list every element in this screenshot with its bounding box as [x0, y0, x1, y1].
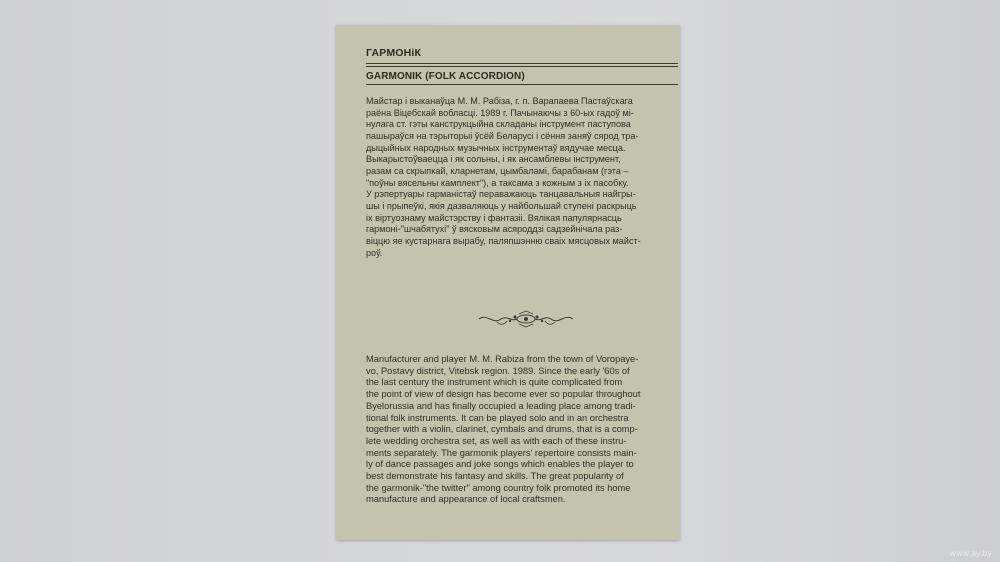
scroll-ornament-icon — [477, 309, 575, 329]
text-line: У рэпертуары гарманістаў пераважаюць танцавальныя найгры- — [366, 189, 636, 200]
text-line: разам са скрыпкай, кларнетам, цымбаламі, барабанам (гэта – — [366, 165, 629, 176]
text-line: the last century the instrument which is quite complicated from — [366, 377, 623, 388]
text-line: manufacture and appearance of local craftsmen. — [366, 494, 566, 505]
description-belarusian — [366, 96, 678, 259]
title-english: GARMONIK (FOLK ACCORDION) — [366, 71, 525, 82]
text-line: the garmonik-"the twitter" among country folk promoted its home — [366, 482, 631, 493]
subtitle-rule — [366, 84, 678, 85]
text-line: ments separately. The garmonik players' repertoire consists main- — [366, 447, 637, 458]
text-line: раёна Віцебскай вобласці. 1989 г. Пачынаючы з 60-ых гадоў мі- — [366, 107, 634, 118]
text-line: іх віртуознаму майстэрству і фантазіі. Вялікая папулярнасць — [366, 212, 622, 223]
title-belarusian: ГАРМОНіК — [366, 47, 422, 59]
text-line: нулага ст. гэты канструкцыйна складаны інструмент паступова — [366, 119, 631, 130]
text-line: "поўны вясельны камплект"), а таксама з кожным з іх пасобку. — [366, 177, 629, 188]
text-line: віццю яе кустарнага вырабу, паляпшэнню сваіх мясцовых майст- — [366, 235, 641, 246]
text-line: Manufacturer and player M. M. Rabiza from the town of Voropaye- — [366, 354, 639, 364]
text-line: шы і прыпеўкі, якія дазваляюць у найбольшай ступені раскрыць — [366, 200, 637, 211]
text-line: пашыраўся на тэрыторыі ўсёй Беларусі і сёння заняў сярод тра- — [366, 130, 639, 141]
text-line: Выкарыстоўваецца і як сольны, і як ансамблевы інструмент, — [366, 154, 621, 165]
text-line: Майстар і выканаўца М. М. Рабіза, г. п. Варапаева Пастаўскага — [366, 96, 633, 106]
site-watermark: www.ay.by — [949, 549, 992, 558]
text-line: дыцыйных народных музычных інструментаў вядучае месца. — [366, 142, 626, 153]
title-rule-top — [366, 63, 678, 64]
text-line: the point of view of design has become ever so popular throughout — [366, 389, 641, 400]
text-line: together with a violin, clarinet, cymbals and drums, that is a comp- — [366, 424, 638, 435]
text-line: Byelorussia and has finally occupied a leading place among tradi- — [366, 400, 636, 411]
text-line: vo, Postavy district, Vitebsk region. 1989. Since the early '60s of — [366, 365, 630, 376]
text-line: best demonstrate his fantasy and skills. The great popularity of — [366, 471, 624, 482]
text-line: ly of dance passages and joke songs which enables the player to — [366, 459, 634, 470]
postcard-back — [336, 25, 680, 540]
text-line: роў. — [366, 247, 383, 258]
text-line: lete wedding orchestra set, as well as with each of these instru- — [366, 435, 627, 446]
text-line: tional folk instruments. It can be played solo and in an orchestra — [366, 412, 629, 423]
text-line: гармоні-"шчабятухі" ў вясковым асяроддзі садзейнічала раз- — [366, 224, 623, 235]
description-english — [366, 354, 678, 506]
title-rule-bottom — [366, 66, 678, 67]
